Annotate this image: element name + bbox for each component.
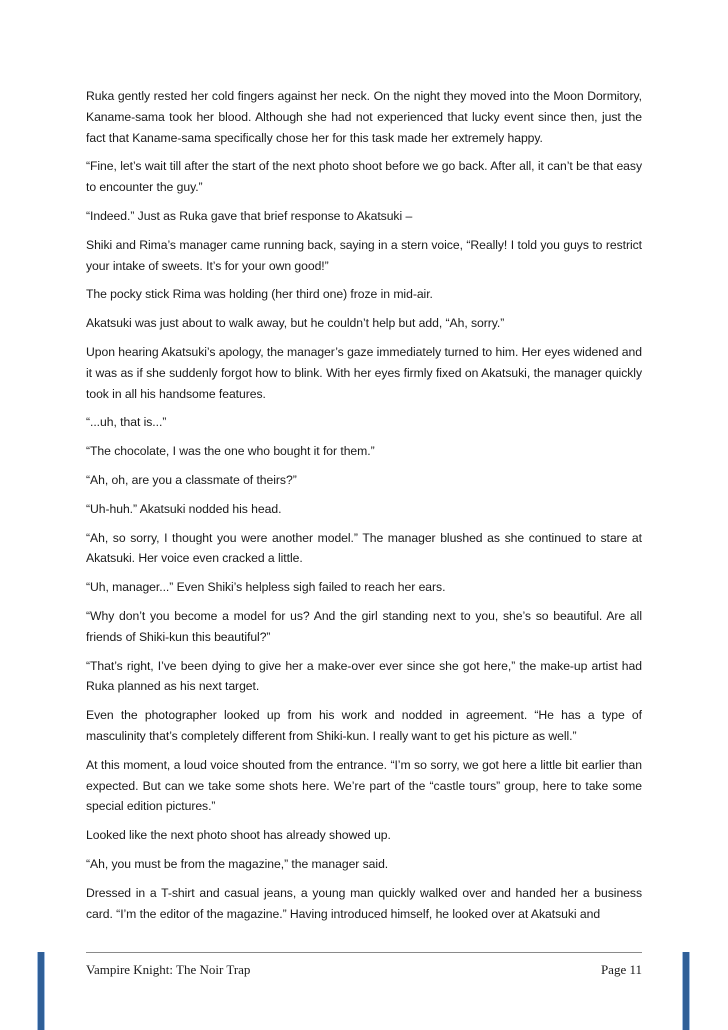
paragraph-10: “Ah, oh, are you a classmate of theirs?” [86,472,297,487]
page-body [86,86,642,932]
paragraph-17: At this moment, a loud voice shouted from the entrance. “I’m so sorry, we got here a little bit earlier than expected. But can we take some shots here. We’re part of the “castle tours” group, here to take some special edition pictures.” [86,757,642,814]
paragraph-1: Ruka gently rested her cold fingers against her neck. On the night they moved into the Moon Dormitory, Kaname-sama took her blood. Although she had not experienced that lucky event since then, just the fact that Kaname-sama specifically chose her for this task made her extremely happy. [86,89,642,145]
footer-right-bar [682,952,690,1030]
footer-divider [86,952,642,953]
paragraph-3: “Indeed.” Just as Ruka gave that brief response to Akatsuki – [86,208,413,223]
paragraph-13: “Uh, manager...” Even Shiki’s helpless sigh failed to reach her ears. [86,580,446,595]
paragraph-20: Dressed in a T-shirt and casual jeans, a young man quickly walked over and handed her a business card. “I’m the editor of the magazine.” Having introduced himself, he looked over at Akatsuki and [86,885,642,921]
paragraph-8: “...uh, that is...” [86,415,167,430]
page-number: Page 11 [600,962,642,977]
paragraph-12: “Ah, so sorry, I thought you were another model.” The manager blushed as she continued to stare at Akatsuki. Her voice even cracked a little. [86,530,642,566]
footer-left-bar [37,952,45,1030]
paragraph-15: “That’s right, I’ve been dying to give her a make-over ever since she got here,” the make-up artist had Ruka planned as his next target. [86,658,642,694]
paragraph-19: “Ah, you must be from the magazine,” the manager said. [86,856,389,871]
paragraph-11: “Uh-huh.” Akatsuki nodded his head. [86,501,282,516]
paragraph-2: “Fine, let’s wait till after the start of the next photo shoot before we go back. After all, it can’t be that easy to encounter the guy.” [86,159,642,195]
paragraph-18: Looked like the next photo shoot has already showed up. [86,828,391,843]
paragraph-14: “Why don’t you become a model for us? And the girl standing next to you, she’s so beautiful. Are all friends of Shiki-kun this beautiful?” [86,608,642,644]
paragraph-6: Akatsuki was just about to walk away, but he couldn’t help but add, “Ah, sorry.” [86,316,505,331]
page-footer [86,962,642,978]
paragraph-9: “The chocolate, I was the one who bought it for them.” [86,444,375,459]
footer-title: Vampire Knight: The Noir Trap [86,962,251,977]
paragraph-7: Upon hearing Akatsuki’s apology, the manager’s gaze immediately turned to him. Her eyes widened and it was as if she suddenly forgot how to blink. With her eyes firmly fixed on Akatsuki, the manager quickly took in all his handsome features. [86,344,642,401]
paragraph-5: The pocky stick Rima was holding (her third one) froze in mid-air. [86,287,433,302]
paragraph-16: Even the photographer looked up from his work and nodded in agreement. “He has a type of masculinity that’s completely different from Shiki-kun. I really want to get his picture as well.” [86,708,642,743]
paragraph-4: Shiki and Rima’s manager came running back, saying in a stern voice, “Really! I told you guys to restrict your intake of sweets. It’s for your own good!” [86,237,642,273]
